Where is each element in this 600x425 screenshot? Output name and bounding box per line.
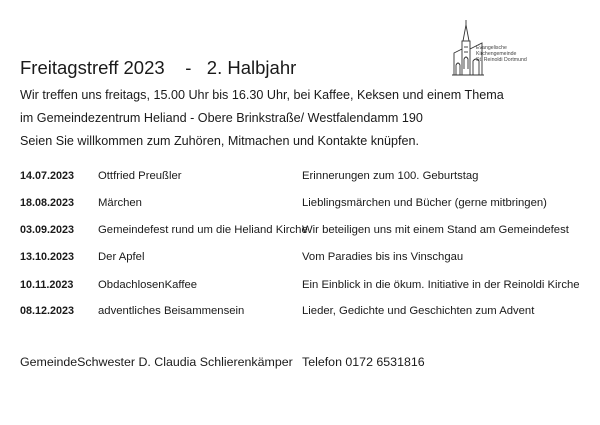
event-name: Märchen xyxy=(98,197,142,209)
event-topic: Lieder, Gedichte und Geschichten zum Advent xyxy=(302,305,535,317)
logo-line-3: St. Reinoldi Dortmund xyxy=(476,57,527,64)
event-topic: Erinnerungen zum 100. Geburtstag xyxy=(302,170,479,182)
event-name: Ottfried Preußler xyxy=(98,170,182,182)
page-title: Freitagstreff 2023 - 2. Halbjahr xyxy=(20,57,297,78)
event-name: Der Apfel xyxy=(98,251,145,263)
event-date: 08.12.2023 xyxy=(20,305,75,317)
intro-line-3: Seien Sie willkommen zum Zuhören, Mitmachen und Kontakte knüpfen. xyxy=(20,134,420,148)
schedule-row xyxy=(0,170,600,188)
contact-person: GemeindeSchwester D. Claudia Schlierenkämper xyxy=(20,355,293,369)
intro-line-1: Wir treffen uns freitags, 15.00 Uhr bis 16.30 Uhr, bei Kaffee, Keksen und einem Thema xyxy=(20,88,504,102)
event-name: adventliches Beisammensein xyxy=(98,305,245,317)
event-topic: Ein Einblick in die ökum. Initiative in der Reinoldi Kirche xyxy=(302,279,580,291)
event-date: 13.10.2023 xyxy=(20,251,75,263)
event-date: 10.11.2023 xyxy=(20,279,74,291)
logo-text xyxy=(476,45,527,64)
event-name: Gemeindefest rund um die Heliand Kirche xyxy=(98,224,308,236)
schedule-row xyxy=(0,197,600,215)
event-topic: Wir beteiligen uns mit einem Stand am Gemeindefest xyxy=(302,224,569,236)
event-name: ObdachlosenKaffee xyxy=(98,279,198,291)
event-date: 18.08.2023 xyxy=(20,197,75,209)
event-date: 14.07.2023 xyxy=(20,170,75,182)
schedule-row xyxy=(0,224,600,242)
schedule-row xyxy=(0,279,600,297)
logo-line-2: Kirchengemeinde xyxy=(476,51,517,58)
contact-phone: Telefon 0172 6531816 xyxy=(302,355,425,369)
event-topic: Vom Paradies bis ins Vinschgau xyxy=(302,251,464,263)
schedule-row xyxy=(0,305,600,323)
intro-text xyxy=(20,84,504,153)
schedule-row xyxy=(0,251,600,269)
logo-line-1: Evangelische xyxy=(476,45,507,51)
event-date: 03.09.2023 xyxy=(20,224,75,236)
intro-line-2: im Gemeindezentrum Heliand - Obere Brinkstraße/ Westfalendamm 190 xyxy=(20,111,423,125)
event-topic: Lieblingsmärchen und Bücher (gerne mitbringen) xyxy=(302,197,547,209)
